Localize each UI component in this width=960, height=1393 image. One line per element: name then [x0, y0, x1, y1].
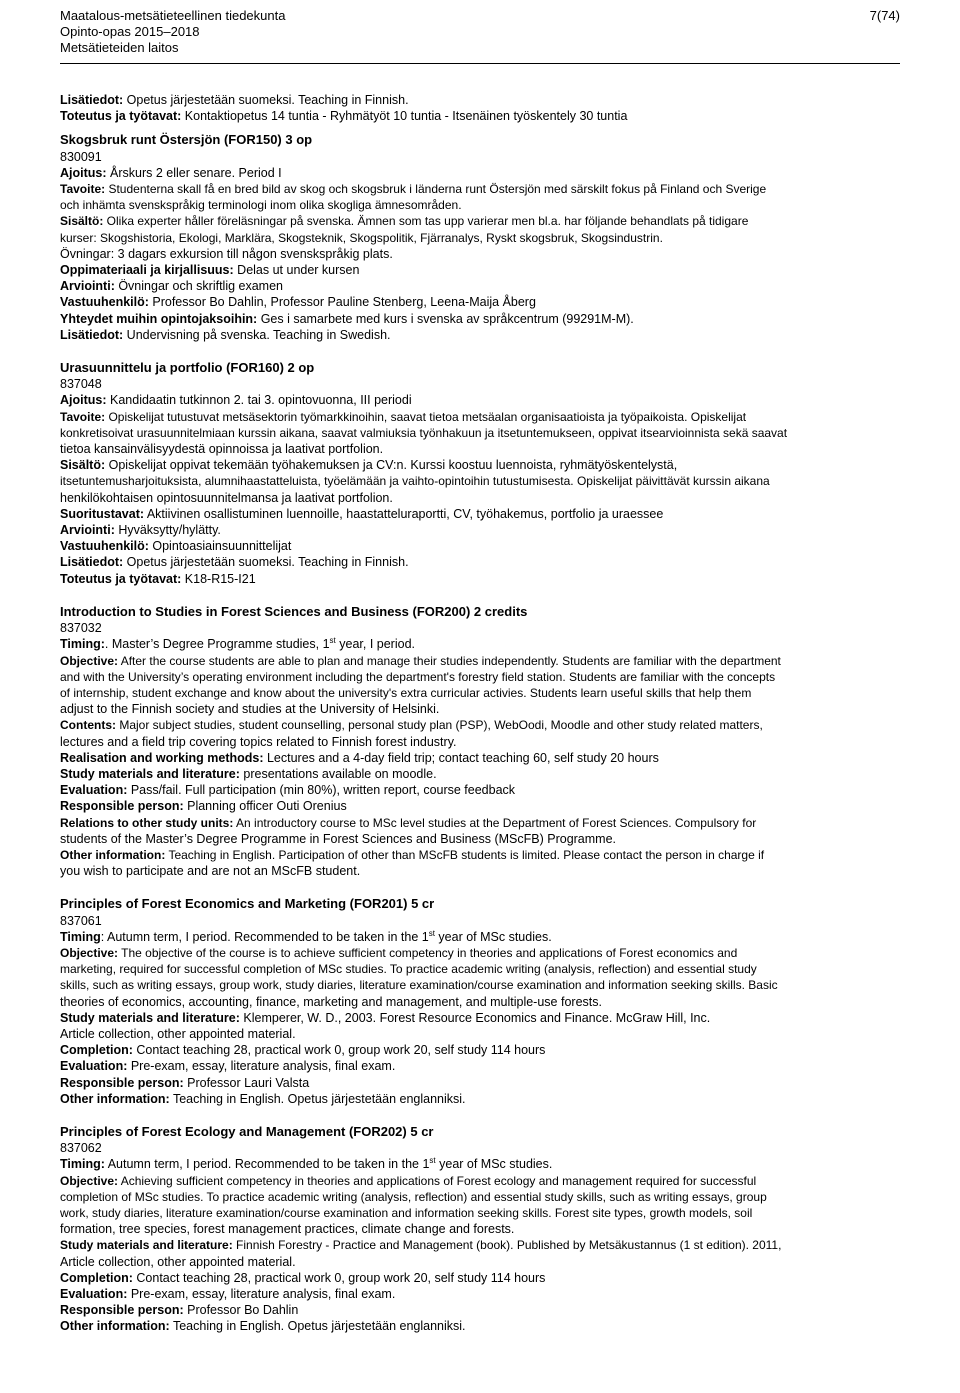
department-name: Metsätieteiden laitos — [60, 40, 179, 55]
course-code: 837032 — [60, 621, 102, 636]
course-title: Urasuunnittelu ja portfolio (FOR160) 2 op — [60, 360, 315, 376]
course-title: Principles of Forest Economics and Marketing (FOR201) 5 cr — [60, 896, 435, 912]
course-for150: Skogsbruk runt Östersjön (FOR150) 3 op 830091 Ajoitus: Årskurs 2 eller senare. Period I Tavoite: Studenterna skall få en bred bild av skog och skogsbruk i länderna runt Östersjön med särskilt fokus på Finland och Sverige och inhämta svenskspråkig terminologi inom olika skogliga ämnesområden. Sisältö: Olika experter håller föreläsningar på svenska. Ämnen som tas upp varierar men bl.a. har följande behandlats på tidigare kurser: Skogshistoria, Ekologi, Marklära, Skogsteknik, Skogspolitik, Fjärranalys, Ryskt skogsbruk, Skogsindustrin. Övningar: 3 dagars exkursion till någon svenskspråkig plats. Oppimateriaali ja kirjallisuus: Delas ut under kursen Arviointi: Övningar och skriftlig examen Vastuuhenkilö: Professor Bo Dahlin, Professor Pauline Stenberg, Leena-Maija Åberg Yhteydet muihin opintojaksoihin: Ges i samarbete med kurs i svenska av språkcentrum (99291M-M). Lisätiedot: Undervisning på svenska. Teaching in Swedish. — [60, 132, 900, 343]
course-code: 837048 — [60, 377, 102, 392]
course-for200: Introduction to Studies in Forest Sciences and Business (FOR200) 2 credits 837032 Timing:. Master’s Degree Programme studies, 1st year, I period. Objective: After the course students are able to plan and manage their studies independently. Students are familiar with the department and with the University’s operating environment including the department's forestry field station. Students are familiar with the concepts of internship, student exchange and know about the university's extra curricular activies. Students learn useful skills that help them adjust to the Finnish society and studies at the University of Helsinki. Contents: Major subject studies, student counselling, personal study plan (PSP), WebOodi, Moodle and other study related matters, lectures and a field trip covering topics related to Finnish forest industry. Realisation and working methods: Lectures and a 4-day field trip; contact teaching 60, self study 20 hours Study materials and literature: presentations available on moodle. Evaluation: Pass/fail. Full participation (min 80%), written report, course feedback Responsible person: Planning officer Outi Orenius Relations to other study units: An introductory course to MSc level studies at the Department of Forest Sciences. Compulsory for students of the Master’s Degree Programme in Forest Sciences and Business (MScFB) Programme. Other information: Teaching in English. Participation of other than MScFB students is limited. Please contact the person in charge if you wish to participate and are not an MScFB student. — [60, 604, 900, 879]
page-number: 7(74) — [869, 8, 900, 23]
implementation-line: Toteutus ja työtavat: Kontaktiopetus 14 tuntia - Ryhmätyöt 10 tuntia - Itsenäinen työskentely 30 tuntia — [60, 109, 628, 124]
course-code: 830091 — [60, 149, 102, 164]
info-line: Lisätiedot: Opetus järjestetään suomeksi. Teaching in Finnish. — [60, 93, 409, 107]
course-code: 837062 — [60, 1141, 102, 1156]
course-for202: Principles of Forest Ecology and Management (FOR202) 5 cr 837062 Timing: Autumn term, I period. Recommended to be taken in the 1st year of MSc studies. Objective: Achieving sufficient competency in theories and applications of Forest ecology and management required for successful completion of MSc studies. To practice academic writing (analysis, reflection) and essential study skills, such as writing essays, group work, study diaries, literature examination/course examination and information seeking skills. Forest site types, growth models, soil formation, tree species, forest management practices, climate change and forests. Study materials and literature: Finnish Forestry - Practice and Management (book). Published by Metsäkustannus (1 st edition). 2011, Article collection, other appointed material. Completion: Contact teaching 28, practical work 0, group work 20, self study 114 hours Evaluation: Pre-exam, essay, literature analysis, final exam. Responsible person: Professor Bo Dahlin Other information: Teaching in English. Opetus järjestetään englanniksi. — [60, 1124, 900, 1335]
study-guide-title: Opinto-opas 2015–2018 — [60, 24, 200, 39]
page-header — [60, 8, 900, 56]
course-code: 837061 — [60, 913, 102, 928]
course-title: Introduction to Studies in Forest Sciences and Business (FOR200) 2 credits — [60, 603, 528, 619]
faculty-name: Maatalous-metsätieteellinen tiedekunta — [60, 8, 286, 23]
course-title: Principles of Forest Ecology and Management (FOR202) 5 cr — [60, 1123, 434, 1139]
course-for160: Urasuunnittelu ja portfolio (FOR160) 2 op 837048 Ajoitus: Kandidaatin tutkinnon 2. tai 3. opintovuonna, III periodi Tavoite: Opiskelijat tutustuvat metsäsektorin työmarkkinoihin, saavat tietoa metsäalan organisaatioista ja työpaikoista. Opiskelijat konkretisoivat urasuunnitelmiaan kurssin aikana, saavat valmiuksia työnhakuun ja itsetuntemukseen, oppivat itsearvioinnista sekä saavat tietoa kansainvälisyydestä opinnoissa ja laativat portfolion. Sisältö: Opiskelijat oppivat tekemään työhakemuksen ja CV:n. Kurssi koostuu luennoista, ryhmätyöskentelystä, itsetuntemusharjoituksista, alumnihaastatteluista, työelämään ja vaihto-opintoihin tutustumisesta. Opiskelijat päivittävät kurssin aikana henkilökohtaisen opintosuunnitelmansa ja laativat portfolion. Suoritustavat: Aktiivinen osallistuminen luennoille, haastatteluraportti, CV, työhakemus, portfolio ja uraessee Arviointi: Hyväksytty/hylätty. Vastuuhenkilö: Opintoasiainsuunnittelijat Lisätiedot: Opetus järjestetään suomeksi. Teaching in Finnish. Toteutus ja työtavat: K18-R15-I21 — [60, 360, 900, 587]
course-for201: Principles of Forest Economics and Marketing (FOR201) 5 cr 837061 Timing: Autumn term, I period. Recommended to be taken in the 1st year of MSc studies. Objective: The objective of the course is to achieve sufficient competency in theories and applications of Forest economics and marketing, required for successful completion of MSc studies. To practice academic writing (analysis, reflection) and essential study skills, such as writing essays, group work, study diaries, literature examination/course examination and information seeking skills. Basic theories of economics, accounting, finance, marketing and management, and multiple-use forests. Study materials and literature: Klemperer, W. D., 2003. Forest Resource Economics and Finance. McGraw Hill, Inc. Article collection, other appointed material. Completion: Contact teaching 28, practical work 0, group work 20, self study 114 hours Evaluation: Pre-exam, essay, literature analysis, final exam. Responsible person: Professor Lauri Valsta Other information: Teaching in English. Opetus järjestetään englanniksi. — [60, 896, 900, 1107]
course-title: Skogsbruk runt Östersjön (FOR150) 3 op — [60, 132, 313, 148]
document-body — [60, 92, 900, 1335]
header-divider — [60, 63, 900, 64]
